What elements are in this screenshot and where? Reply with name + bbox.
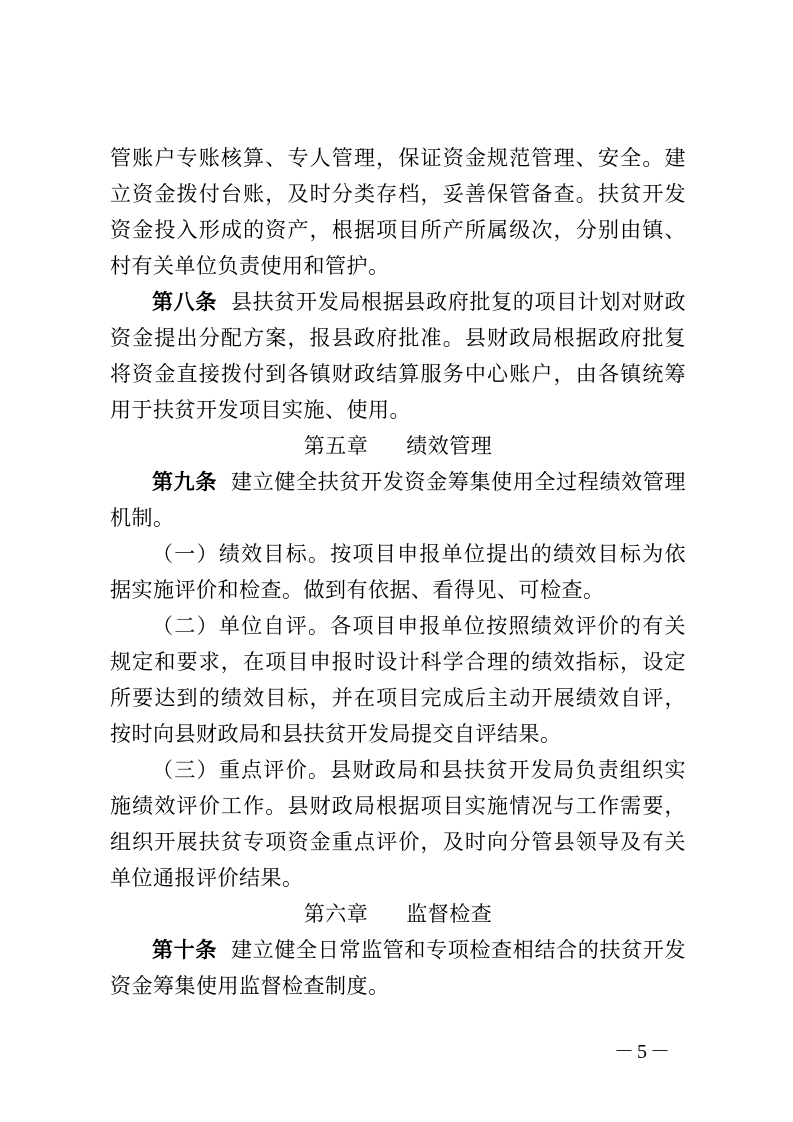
article-10-text: 建立健全日常监管和专项检查相结合的扶贫开发资金筹集使用监督检查制度。 [110, 938, 687, 998]
document-page [110, 140, 686, 1004]
article-10-label: 第十条 [152, 938, 218, 962]
item-1: （一）绩效目标。按项目申报单位提出的绩效目标为依据实施评价和检查。做到有依据、看得见、可检查。 [110, 542, 686, 602]
chapter-5-number: 第五章 [303, 434, 369, 458]
article-8-text: 县扶贫开发局根据县政府批复的项目计划对财政资金提出分配方案，报县政府批准。县财政局根据政府批复将资金直接拨付到各镇财政结算服务中心账户，由各镇统筹用于扶贫开发项目实施、使用。 [110, 290, 687, 422]
item-3: （三）重点评价。县财政局和县扶贫开发局负责组织实施绩效评价工作。县财政局根据项目实施情况与工作需要，组织开展扶贫专项资金重点评价，及时向分管县领导及有关单位通报评价结果。 [110, 758, 686, 890]
item-2: （二）单位自评。各项目申报单位按照绩效评价的有关规定和要求，在项目申报时设计科学合理的绩效指标，设定所要达到的绩效目标，并在项目完成后主动开展绩效自评，按时向县财政局和县扶贫开发局提交自评结果。 [110, 614, 686, 746]
chapter-6-heading [110, 896, 686, 932]
chapter-6-number: 第六章 [303, 902, 369, 926]
article-9 [110, 464, 686, 536]
article-9-label: 第九条 [152, 470, 218, 494]
chapter-5-heading [110, 428, 686, 464]
article-9-text: 建立健全扶贫开发资金筹集使用全过程绩效管理机制。 [110, 470, 687, 530]
article-8 [110, 284, 686, 428]
chapter-6-title: 监督检查 [406, 902, 493, 926]
page-number: －5－ [614, 1041, 673, 1063]
paragraph-continued: 管账户专账核算、专人管理，保证资金规范管理、安全。建立资金拨付台账，及时分类存档，妥善保管备查。扶贫开发资金投入形成的资产，根据项目所产所属级次，分别由镇、村有关单位负责使用和管护。 [110, 146, 686, 278]
article-8-label: 第八条 [152, 290, 218, 314]
article-10 [110, 932, 686, 1004]
chapter-5-title: 绩效管理 [406, 434, 493, 458]
